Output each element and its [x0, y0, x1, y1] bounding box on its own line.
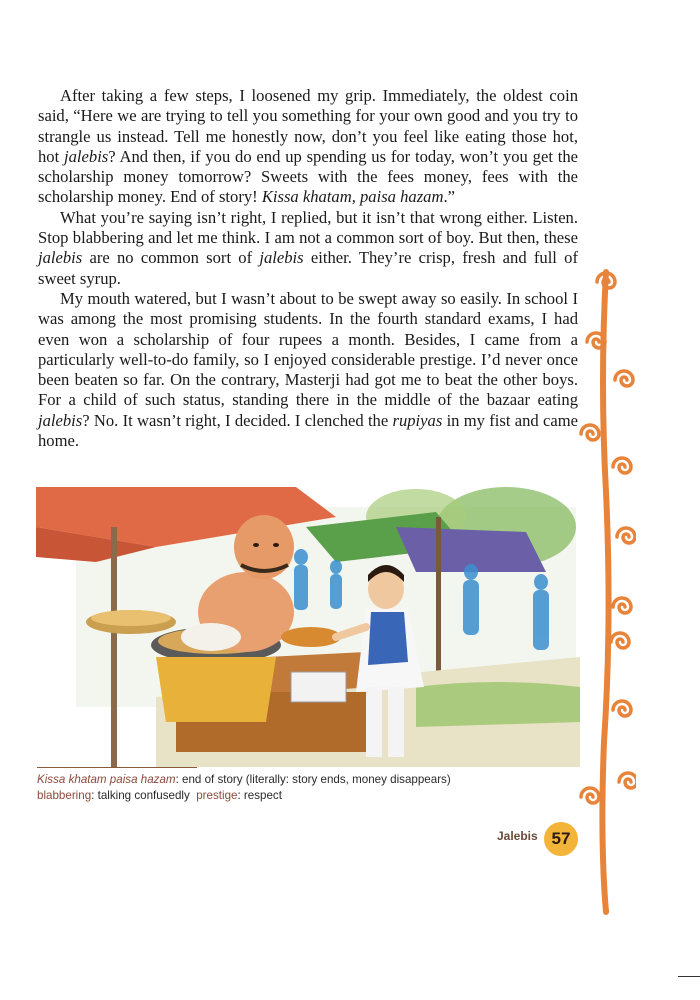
page-number-badge: 57 — [544, 822, 578, 856]
glossary-term: Kissa khatam paisa hazam — [37, 773, 176, 786]
glossary-term: blabbering — [37, 789, 92, 802]
glossary-line-2 — [37, 788, 582, 804]
glossary-line-1 — [37, 772, 582, 788]
decorative-vine-icon — [576, 262, 636, 922]
bazaar-illustration — [36, 487, 580, 767]
glossary — [37, 772, 582, 804]
paragraph-1: After taking a few steps, I loosened my grip. Immediately, the oldest coin said, “Here we are trying to tell you something for your own good and you try to strangle us instead. Tell me honestly now, don’t you feel like eating those hot, hot jalebis? And then, if you do end up spending us for today, won’t you get the scholarship money tomorrow? Sweets with the fees money, fees with the scholarship money. End of story! Kissa khatam, paisa hazam.” — [38, 86, 578, 207]
paragraph-2: What you’re saying isn’t right, I replied, but it isn’t that wrong either. Listen. Stop blabbering and let me think. I am not a common sort of boy. But then, these jalebis are no common sort of jalebis either. They’re crisp, fresh and full of sweet syrup. — [38, 207, 578, 288]
paragraph-3: My mouth watered, but I wasn’t about to be swept away so easily. In school I was among the most promising students. In the fourth standard exams, I had even won a scholarship of four rupees a month. Besides, I came from a particularly well-to-do family, so I enjoyed considerable prestige. I’d never once been beaten so far. On the contrary, Masterji had got me to beat the other boys. For a child of such status, standing there in the middle of the bazaar eating jalebis? No. It wasn’t right, I decided. I clenched the rupiyas in my fist and came home. — [38, 288, 578, 451]
glossary-definition: : talking confusedly — [91, 789, 190, 802]
glossary-term: prestige — [196, 789, 238, 802]
glossary-definition: : respect — [237, 789, 282, 802]
corner-mark — [678, 976, 700, 977]
chapter-title: Jalebis — [497, 829, 538, 843]
glossary-definition: : end of story (literally: story ends, money disappears) — [175, 773, 451, 786]
glossary-rule — [37, 767, 197, 768]
story-text — [38, 86, 578, 451]
